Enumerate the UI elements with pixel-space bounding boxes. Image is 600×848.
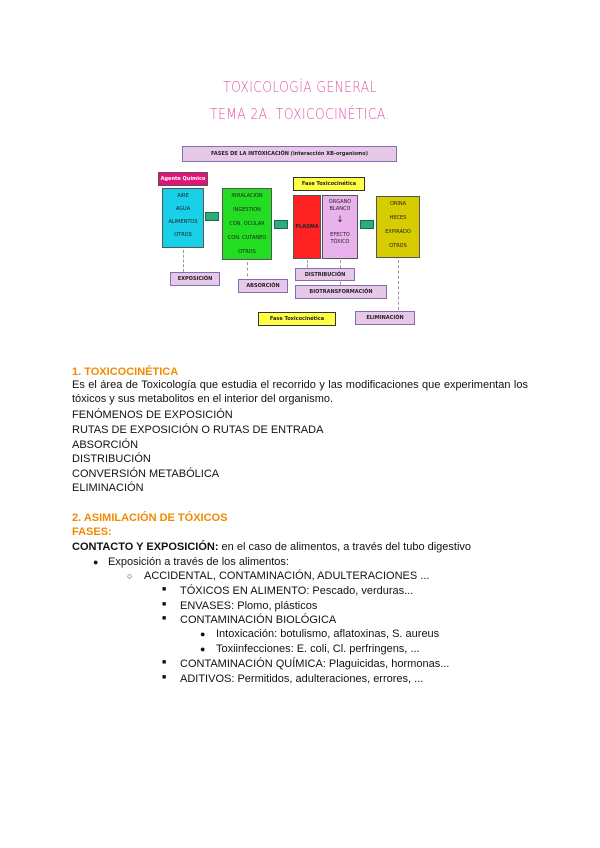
bullet-icon: ● xyxy=(200,629,206,639)
list-item: ABSORCIÓN xyxy=(72,439,139,451)
list-item: Exposición a través de los alimentos: xyxy=(108,556,289,568)
contact-bold: CONTACTO Y EXPOSICIÓN: xyxy=(72,541,219,553)
route-item: OTROS xyxy=(238,249,256,255)
elimination-label: ELIMINACIÓN xyxy=(355,311,415,325)
source-item: AGUA xyxy=(175,206,191,212)
source-item: AIRE xyxy=(177,193,189,199)
excretion-box xyxy=(376,196,420,258)
effect-line: EFECTO xyxy=(330,232,350,238)
source-item: ALIMENTOS xyxy=(168,219,198,225)
route-item: INGESTION xyxy=(233,207,261,213)
page-subtitle: TEMA 2A. TOXICOCINÉTICA. xyxy=(210,105,390,123)
square-bullet-icon: ■ xyxy=(162,659,167,666)
arrow-2 xyxy=(274,220,288,229)
toxicokinetics-diagram xyxy=(150,140,430,335)
list-item: CONTAMINACIÓN QUÍMICA: Plaguicidas, hormonas... xyxy=(180,658,450,670)
excretion-item: HECES xyxy=(389,215,407,221)
biotransformation-label: BIOTRANSFORMACIÓN xyxy=(295,285,387,299)
down-arrow-icon: ↓ xyxy=(336,215,344,225)
excretion-item: EXPIRADO xyxy=(385,229,411,235)
square-bullet-icon: ■ xyxy=(162,615,167,622)
square-bullet-icon: ■ xyxy=(162,586,167,593)
phase-label: Fase Toxicocinética xyxy=(293,177,365,191)
section1-heading: 1. TOXICOCINÉTICA xyxy=(72,366,179,378)
source-item: OTROS xyxy=(174,232,192,238)
list-item: ACCIDENTAL, CONTAMINACIÓN, ADULTERACIONES ... xyxy=(144,570,430,582)
distribution-label: DISTRIBUCIÓN xyxy=(295,268,355,281)
arrow-3 xyxy=(360,220,374,229)
source-box xyxy=(162,188,204,248)
excretion-item: OTROS xyxy=(389,243,407,249)
list-item: Intoxicación: botulismo, aflatoxinas, S. aureus xyxy=(216,628,440,640)
target-line: BLANCO xyxy=(329,206,351,212)
bullet-icon: ● xyxy=(200,644,206,654)
target-line: ORGANO xyxy=(328,199,352,205)
route-item: CON. OCULAR xyxy=(229,221,265,227)
plasma-box: PLASMA xyxy=(293,195,321,259)
list-item: CONTAMINACIÓN BIOLÓGICA xyxy=(180,614,337,626)
list-item: ADITIVOS: Permitidos, adulteraciones, errores, ... xyxy=(180,673,424,685)
routes-box xyxy=(222,188,272,260)
list-item: DISTRIBUCIÓN xyxy=(72,453,151,465)
square-bullet-icon: ■ xyxy=(162,674,167,681)
kinetic-phase-label: Fase Toxicocinética xyxy=(258,312,336,326)
hollow-bullet-icon: ○ xyxy=(127,571,133,581)
diagram-header: FASES DE LA INTOXICACIÓN (interacción XB-organismo) xyxy=(182,146,397,162)
source-label: Agente Químico xyxy=(158,172,208,186)
list-item: Toxiinfecciones: E. coli, Cl. perfringens, ... xyxy=(216,643,420,655)
list-item: ELIMINACIÓN xyxy=(72,482,144,494)
route-item: CON. CUTANEO xyxy=(227,235,267,241)
section2-heading: 2. ASIMILACIÓN DE TÓXICOS xyxy=(72,512,228,524)
dashed-line xyxy=(398,260,399,310)
arrow-1 xyxy=(205,212,219,221)
section1-definition: Es el área de Toxicología que estudia el recorrido y las modificaciones que experimentan los tóxicos y sus metabolitos en el interior del organismo. xyxy=(72,379,528,405)
exposition-label: EXPOSICIÓN xyxy=(170,272,220,286)
route-item: INHALACION xyxy=(231,193,263,199)
contact-text: en el caso de alimentos, a través del tubo digestivo xyxy=(218,541,472,553)
page-title: TOXICOLOGÍA GENERAL xyxy=(223,78,377,96)
list-item: FENÓMENOS DE EXPOSICIÓN xyxy=(72,409,233,421)
list-item: ENVASES: Plomo, plásticos xyxy=(180,600,318,612)
excretion-item: ORINA xyxy=(389,201,407,207)
target-box xyxy=(322,195,358,259)
contact-line xyxy=(72,541,471,553)
absorption-label: ABSORCIÓN xyxy=(238,279,288,293)
list-item: TÓXICOS EN ALIMENTO: Pescado, verduras... xyxy=(180,585,414,597)
list-item: RUTAS DE EXPOSICIÓN O RUTAS DE ENTRADA xyxy=(72,424,324,436)
section2-subheading: FASES: xyxy=(72,526,112,538)
effect-line: TÓXICO xyxy=(330,239,350,245)
bullet-icon: ● xyxy=(93,557,99,567)
list-item: CONVERSIÓN METABÓLICA xyxy=(72,468,220,480)
square-bullet-icon: ■ xyxy=(162,601,167,608)
dashed-line xyxy=(183,250,184,272)
